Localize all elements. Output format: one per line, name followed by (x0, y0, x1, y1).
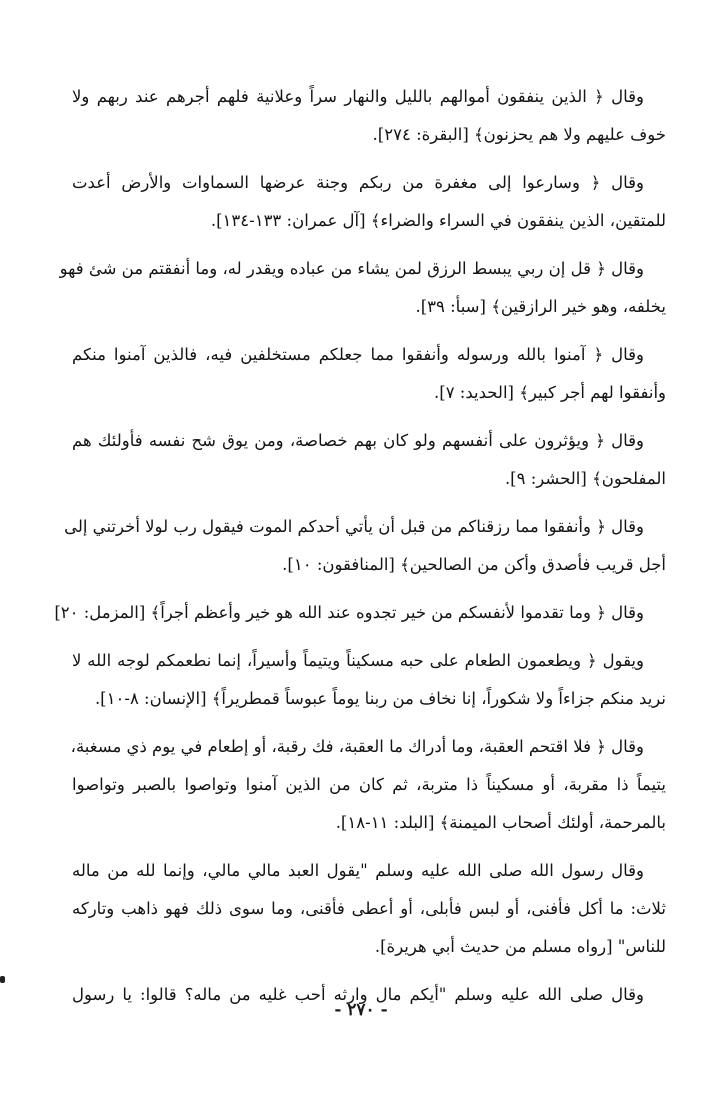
text-line: خوف عليهم ولا هم يحزنون﴾ [البقرة: ٢٧٤]. (372, 125, 666, 144)
text-line: وقال ﴿ وما تقدموا لأنفسكم من خير تجدوه عند الله هو خير وأعظم أجراً﴾ [المزمل: ٢٠] (54, 603, 644, 622)
paragraph-hadid (72, 336, 666, 412)
text-line: أجل قريب فأصدق وأكن من الصالحين﴾ [المنافقون: ١٠]. (282, 555, 666, 574)
text-line: يتيماً ذا مقربة، أو مسكيناً ذا متربة، ثم كان من الذين آمنوا وتواصوا بالصبر وتواصوا (72, 775, 666, 794)
text-line: وقال رسول الله صلى الله عليه وسلم "يقول العبد مالي مالي، وإنما لله من ماله (72, 861, 644, 880)
page-body (54, 78, 666, 1024)
text-line: ويقول ﴿ ويطعمون الطعام على حبه مسكيناً ويتيماً وأسيراً، إنما نطعمكم لوجه الله لا (72, 651, 644, 670)
text-line: وأنفقوا لهم أجر كبير﴾ [الحديد: ٧]. (434, 383, 666, 402)
paragraph-hadith-abu-hurayrah (72, 852, 666, 966)
paragraph-balad (72, 728, 666, 842)
text-line: يخلفه، وهو خير الرازقين﴾ [سبأ: ٣٩]. (415, 297, 666, 316)
text-line: المفلحون﴾ [الحشر: ٩]. (504, 469, 666, 488)
paragraph-hashr (72, 422, 666, 498)
text-line: وقال ﴿ ويؤثرون على أنفسهم ولو كان بهم خصاصة، ومن يوق شح نفسه فأولئك هم (72, 431, 644, 450)
text-line: وقال صلى الله عليه وسلم "أيكم مال وارثه أحب غليه من ماله؟ قالوا: يا رسول (72, 985, 644, 1004)
text-line: ثلاث: ما أكل فأفنى، أو لبس فأبلى، أو أعطى فأقنى، وما سوى ذلك فهو ذاهب وتاركه (72, 899, 666, 918)
text-line: وقال ﴿ وسارعوا إلى مغفرة من ربكم وجنة عرضها السماوات والأرض أعدت (72, 173, 644, 192)
paragraph-baqarah (72, 78, 666, 154)
page-number: - ٢٧٠ - (334, 1000, 388, 1020)
paragraph-munafiqun (64, 508, 666, 584)
text-line: للمتقين، الذين ينفقون في السراء والضراء﴾ [آل عمران: ١٣٣-١٣٤]. (210, 211, 666, 230)
paragraph-saba (59, 250, 666, 326)
text-line: وقال ﴿ وأنفقوا مما رزقناكم من قبل أن يأتي أحدكم الموت فيقول رب لولا أخرتني إلى (64, 517, 644, 536)
text-line: وقال ﴿ فلا اقتحم العقبة، وما أدراك ما العقبة، فك رقبة، أو إطعام في يوم ذي مسغبة، (70, 737, 644, 756)
margin-mark (0, 976, 5, 983)
paragraph-al-imran (72, 164, 666, 240)
text-line: وقال ﴿ الذين ينفقون أموالهم بالليل والنهار سراً وعلانية فلهم أجرهم عند ربهم ولا (72, 87, 644, 106)
text-line: للناس" [رواه مسلم من حديث أبي هريرة]. (374, 937, 666, 956)
paragraph-insan (72, 642, 666, 718)
text-line: بالمرحمة، أولئك أصحاب الميمنة﴾ [البلد: ١١-١٨]. (335, 813, 666, 832)
text-line: وقال ﴿ آمنوا بالله ورسوله وأنفقوا مما جعلكم مستخلفين فيه، فالذين آمنوا منكم (72, 345, 644, 364)
paragraph-muzzammil (54, 594, 666, 632)
text-line: وقال ﴿ قل إن ربي يبسط الرزق لمن يشاء من عباده ويقدر له، وما أنفقتم من شئ فهو (59, 259, 644, 278)
text-line: نريد منكم جزاءاً ولا شكوراً، إنا نخاف من ربنا يوماً عبوساً قمطريراً﴾ [الإنسان: ٨-١٠]. (94, 689, 666, 708)
